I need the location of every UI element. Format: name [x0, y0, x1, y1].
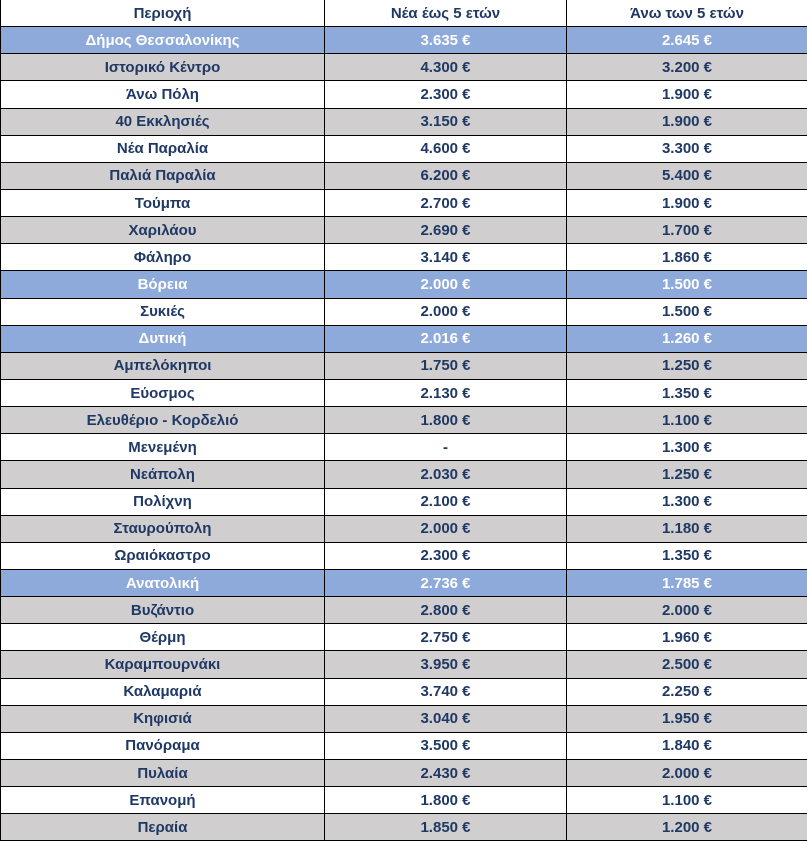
area-cell: Άνω Πόλη	[1, 81, 325, 108]
price-new-cell: 2.300 €	[325, 81, 567, 108]
area-cell: Βυζάντιο	[1, 597, 325, 624]
table-row	[1, 434, 807, 461]
price-new-cell: 1.800 €	[325, 787, 567, 814]
area-cell: Νεάπολη	[1, 461, 325, 488]
price-old-cell: 1.300 €	[567, 488, 807, 515]
area-cell: Δυτική	[1, 325, 325, 352]
price-new-cell: 2.130 €	[325, 379, 567, 406]
table-row	[1, 407, 807, 434]
price-old-cell: 1.785 €	[567, 569, 807, 596]
header-new: Νέα έως 5 ετών	[325, 0, 567, 27]
area-cell: Σταυρούπολη	[1, 515, 325, 542]
price-new-cell: 3.150 €	[325, 108, 567, 135]
table-row	[1, 162, 807, 189]
price-new-cell: 2.430 €	[325, 759, 567, 786]
area-cell: Ιστορικό Κέντρο	[1, 54, 325, 81]
price-old-cell: 1.180 €	[567, 515, 807, 542]
price-new-cell: 3.140 €	[325, 244, 567, 271]
price-old-cell: 1.840 €	[567, 732, 807, 759]
area-cell: Παλιά Παραλία	[1, 162, 325, 189]
price-new-cell: 2.000 €	[325, 271, 567, 298]
table-row	[1, 569, 807, 596]
table-row	[1, 624, 807, 651]
area-cell: Πανόραμα	[1, 732, 325, 759]
table-row	[1, 379, 807, 406]
price-new-cell: 3.950 €	[325, 651, 567, 678]
table-row	[1, 488, 807, 515]
area-cell: Αμπελόκηποι	[1, 352, 325, 379]
table-row	[1, 271, 807, 298]
area-cell: Βόρεια	[1, 271, 325, 298]
price-new-cell: 2.000 €	[325, 298, 567, 325]
table-row	[1, 189, 807, 216]
area-cell: Χαριλάου	[1, 217, 325, 244]
price-old-cell: 1.900 €	[567, 81, 807, 108]
table-row	[1, 461, 807, 488]
price-new-cell: 1.850 €	[325, 814, 567, 841]
price-old-cell: 1.350 €	[567, 379, 807, 406]
price-old-cell: 2.250 €	[567, 678, 807, 705]
price-old-cell: 1.100 €	[567, 787, 807, 814]
price-old-cell: 1.250 €	[567, 461, 807, 488]
table-row	[1, 325, 807, 352]
price-old-cell: 1.860 €	[567, 244, 807, 271]
table-row	[1, 135, 807, 162]
price-new-cell: -	[325, 434, 567, 461]
price-new-cell: 6.200 €	[325, 162, 567, 189]
price-new-cell: 2.016 €	[325, 325, 567, 352]
table-row	[1, 108, 807, 135]
area-cell: Νέα Παραλία	[1, 135, 325, 162]
price-new-cell: 2.700 €	[325, 189, 567, 216]
table-header	[1, 0, 807, 27]
price-new-cell: 1.800 €	[325, 407, 567, 434]
price-old-cell: 1.350 €	[567, 542, 807, 569]
price-old-cell: 1.950 €	[567, 705, 807, 732]
table-row	[1, 759, 807, 786]
area-cell: Ανατολική	[1, 569, 325, 596]
price-old-cell: 5.400 €	[567, 162, 807, 189]
price-new-cell: 3.040 €	[325, 705, 567, 732]
table-row	[1, 678, 807, 705]
area-cell: Φάληρο	[1, 244, 325, 271]
area-cell: Περαία	[1, 814, 325, 841]
price-old-cell: 1.960 €	[567, 624, 807, 651]
table-row	[1, 54, 807, 81]
area-cell: 40 Εκκλησιές	[1, 108, 325, 135]
area-cell: Ωραιόκαστρο	[1, 542, 325, 569]
area-cell: Πυλαία	[1, 759, 325, 786]
price-old-cell: 3.200 €	[567, 54, 807, 81]
price-old-cell: 2.000 €	[567, 759, 807, 786]
price-old-cell: 2.500 €	[567, 651, 807, 678]
table-row	[1, 651, 807, 678]
price-new-cell: 3.635 €	[325, 27, 567, 54]
price-old-cell: 1.900 €	[567, 108, 807, 135]
area-cell: Συκιές	[1, 298, 325, 325]
price-new-cell: 2.000 €	[325, 515, 567, 542]
price-old-cell: 1.260 €	[567, 325, 807, 352]
price-new-cell: 2.030 €	[325, 461, 567, 488]
price-new-cell: 3.740 €	[325, 678, 567, 705]
price-old-cell: 2.000 €	[567, 597, 807, 624]
area-cell: Δήμος Θεσσαλονίκης	[1, 27, 325, 54]
header-old: Άνω των 5 ετών	[567, 0, 807, 27]
header-area: Περιοχή	[1, 0, 325, 27]
table-row	[1, 81, 807, 108]
price-old-cell: 1.200 €	[567, 814, 807, 841]
area-cell: Πολίχνη	[1, 488, 325, 515]
table-row	[1, 787, 807, 814]
area-cell: Επανομή	[1, 787, 325, 814]
area-cell: Τούμπα	[1, 189, 325, 216]
price-old-cell: 1.900 €	[567, 189, 807, 216]
price-new-cell: 2.100 €	[325, 488, 567, 515]
area-cell: Θέρμη	[1, 624, 325, 651]
price-old-cell: 3.300 €	[567, 135, 807, 162]
price-new-cell: 2.690 €	[325, 217, 567, 244]
price-new-cell: 1.750 €	[325, 352, 567, 379]
area-cell: Καλαμαριά	[1, 678, 325, 705]
table-row	[1, 705, 807, 732]
price-new-cell: 2.736 €	[325, 569, 567, 596]
price-old-cell: 1.700 €	[567, 217, 807, 244]
table-row	[1, 244, 807, 271]
price-old-cell: 1.500 €	[567, 271, 807, 298]
price-new-cell: 2.300 €	[325, 542, 567, 569]
price-old-cell: 1.300 €	[567, 434, 807, 461]
table-row	[1, 217, 807, 244]
price-old-cell: 1.500 €	[567, 298, 807, 325]
price-old-cell: 1.250 €	[567, 352, 807, 379]
table-row	[1, 732, 807, 759]
table-row	[1, 352, 807, 379]
table-row	[1, 814, 807, 841]
area-cell: Μενεμένη	[1, 434, 325, 461]
area-cell: Ελευθέριο - Κορδελιό	[1, 407, 325, 434]
area-cell: Καραμπουρνάκι	[1, 651, 325, 678]
price-new-cell: 4.600 €	[325, 135, 567, 162]
price-new-cell: 2.800 €	[325, 597, 567, 624]
table-row	[1, 597, 807, 624]
table-body	[1, 27, 807, 841]
price-new-cell: 3.500 €	[325, 732, 567, 759]
price-new-cell: 2.750 €	[325, 624, 567, 651]
table-row	[1, 515, 807, 542]
table-row	[1, 542, 807, 569]
area-cell: Εύοσμος	[1, 379, 325, 406]
price-new-cell: 4.300 €	[325, 54, 567, 81]
header-row	[1, 0, 807, 27]
price-old-cell: 2.645 €	[567, 27, 807, 54]
area-cell: Κηφισιά	[1, 705, 325, 732]
price-old-cell: 1.100 €	[567, 407, 807, 434]
table-row	[1, 27, 807, 54]
table-row	[1, 298, 807, 325]
